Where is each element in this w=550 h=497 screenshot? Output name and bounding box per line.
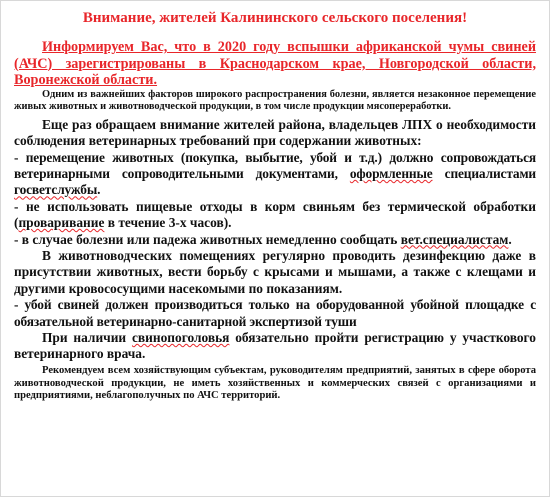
registration-paragraph	[14, 330, 536, 363]
rule-report-disease-marked: вет.специалистам	[400, 231, 509, 247]
registration-end: обязательно пройти регистрацию у участкового ветеринарного врача.	[14, 329, 536, 362]
slaughter-paragraph: - убой свиней должен производиться только на оборудованной убойной площадке с обязательной ветеринарно-санитарной экспертизой туши	[14, 297, 536, 329]
registration-text: При наличии	[42, 329, 132, 345]
rule-food-waste-end: в течение 3-х часов).	[104, 215, 232, 231]
outbreak-info: Информируем Вас, что в 2020 году вспышки африканской чумы свиней (АЧС) зарегистрированы в Краснодарском крае, Новгородской области, Воронежской области.	[14, 39, 536, 88]
rule-food-waste-text: - не использовать пищевые отходы в корм свиньям без термической обработки (	[14, 198, 536, 231]
rule-report-disease-end: .	[508, 231, 512, 247]
registration-marked: свинопоголовья	[131, 329, 230, 345]
rule-report-disease-text: - в случае болезни или падежа животных немедленно сообщать	[14, 231, 401, 247]
rule-documents-middle: специалистами	[432, 165, 536, 181]
spread-factor-paragraph: Одним из важнейших факторов широкого распространения болезни, является незаконное перемещение живых животных и животноводческой продукции, в том числе продукции мясопереработки.	[14, 88, 536, 113]
rule-report-disease	[14, 232, 536, 248]
rule-documents-end: .	[97, 182, 101, 198]
rule-food-waste	[14, 199, 536, 232]
rule-food-waste-marked: проваривание	[18, 215, 105, 231]
notice-title: Внимание, жителей Калининского сельского поселения!	[82, 10, 468, 26]
disinfection-paragraph: В животноводческих помещениях регулярно проводить дезинфекцию даже в присутствии животных, вести борьбу с крысами и мышами, а также с клещами и другими кровососущими насекомыми по показаниям.	[14, 247, 536, 296]
rule-documents	[14, 150, 536, 199]
recommendation-paragraph: Рекомендуем всем хозяйствующим субъектам, руководителям предприятий, занятых в сфере оборота животноводческой продукции, не иметь хозяйственных и коммерческих связей с организациями и предприятиями, неблагополучных по АЧС территорий.	[14, 364, 536, 402]
rule-documents-marked2: госветслужбы	[14, 182, 98, 198]
appeal-paragraph: Еще раз обращаем внимание жителей района, владельцев ЛПХ о необходимости соблюдения ветеринарных требований при содержании животных:	[14, 116, 536, 149]
rule-documents-text: - перемещение животных (покупка, выбытие, убой и т.д.) должно сопровождаться ветеринарными сопроводительными документами,	[14, 149, 536, 181]
rule-documents-marked: оформленные	[349, 165, 433, 181]
